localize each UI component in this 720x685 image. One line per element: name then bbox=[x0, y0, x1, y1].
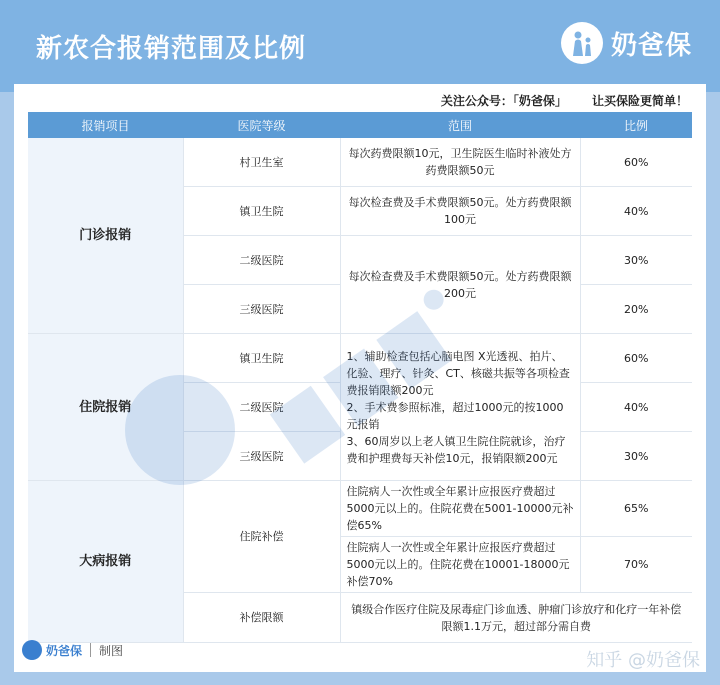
inpatient-scope-cell bbox=[340, 334, 580, 481]
subscribe-prefix: 关注公众号：「奶爸保」 bbox=[440, 94, 567, 108]
ratio-cell: 40% bbox=[580, 187, 692, 236]
scope-cell: 每次检查费及手术费限额50元。处方药费限额100元 bbox=[340, 187, 580, 236]
table-header-row bbox=[28, 112, 692, 138]
header-banner bbox=[0, 0, 720, 92]
zhihu-watermark: 知乎 @奶爸保 bbox=[586, 650, 700, 671]
ratio-cell: 60% bbox=[580, 138, 692, 187]
scope-cell: 每次药费限额10元，卫生院医生临时补液处方药费限额50元 bbox=[340, 138, 580, 187]
scope-line: 1、辅助检查包括心脑电图 X光透视、拍片、化验、理疗、针灸、CT、核磁共振等各项检查费报销限额200元 bbox=[346, 349, 570, 397]
level-cell: 二级医院 bbox=[183, 383, 340, 432]
ratio-cell: 30% bbox=[580, 236, 692, 285]
table-row bbox=[28, 334, 692, 383]
level-cell: 三级医院 bbox=[183, 432, 340, 481]
footer-brand-icon bbox=[22, 640, 42, 660]
level-cell: 三级医院 bbox=[183, 285, 340, 334]
footer-logo bbox=[22, 640, 123, 660]
table-row bbox=[28, 481, 692, 537]
footer-divider bbox=[90, 643, 91, 657]
level-cell: 镇卫生院 bbox=[183, 334, 340, 383]
cap-scope-cell: 镇级合作医疗住院及尿毒症门诊血透、肿瘤门诊放疗和化疗一年补偿限额1.1万元，超过部分需自费 bbox=[340, 593, 692, 643]
header-item: 报销项目 bbox=[28, 112, 183, 138]
footer-brand-name: 奶爸保 bbox=[46, 643, 83, 658]
level-cell: 二级医院 bbox=[183, 236, 340, 285]
scope-cell: 住院病人一次性或全年累计应报医疗费超过5000元以上的。住院花费在10001-18000元补偿70% bbox=[340, 537, 580, 593]
level-cell: 镇卫生院 bbox=[183, 187, 340, 236]
page-title: 新农合报销范围及比例 bbox=[36, 34, 307, 64]
reimbursement-table bbox=[28, 112, 692, 643]
content-card bbox=[14, 84, 706, 672]
scope-line: 3、60周岁以上老人镇卫生院住院就诊，治疗费和护理费每天补偿10元，报销限额200元 bbox=[346, 434, 566, 465]
scope-cell: 每次检查费及手术费限额50元。处方药费限额200元 bbox=[340, 236, 580, 334]
ratio-cell: 20% bbox=[580, 285, 692, 334]
subscribe-suffix: 让买保险更简单！ bbox=[591, 94, 688, 108]
header-level: 医院等级 bbox=[183, 112, 340, 138]
scope-line: 2、手术费参照标准，超过1000元的按1000元报销 bbox=[346, 400, 564, 431]
category-critical: 大病报销 bbox=[28, 481, 183, 643]
ratio-cell: 65% bbox=[580, 481, 692, 537]
category-outpatient: 门诊报销 bbox=[28, 138, 183, 334]
level-cell: 住院补偿 bbox=[183, 481, 340, 593]
level-cell: 村卫生室 bbox=[183, 138, 340, 187]
brand-logo bbox=[561, 22, 692, 64]
header-scope: 范围 bbox=[340, 112, 580, 138]
level-cell: 补偿限额 bbox=[183, 593, 340, 643]
table-row bbox=[28, 138, 692, 187]
subscribe-line bbox=[441, 92, 688, 109]
category-inpatient: 住院报销 bbox=[28, 334, 183, 481]
brand-family-icon bbox=[561, 22, 603, 64]
scope-cell: 住院病人一次性或全年累计应报医疗费超过5000元以上的。住院花费在5001-10000元补偿65% bbox=[340, 481, 580, 537]
brand-name: 奶爸保 bbox=[610, 30, 692, 61]
footer-made-label: 制图 bbox=[99, 643, 124, 658]
header-ratio: 比例 bbox=[580, 112, 692, 138]
ratio-cell: 30% bbox=[580, 432, 692, 481]
ratio-cell: 70% bbox=[580, 537, 692, 593]
ratio-cell: 40% bbox=[580, 383, 692, 432]
ratio-cell: 60% bbox=[580, 334, 692, 383]
